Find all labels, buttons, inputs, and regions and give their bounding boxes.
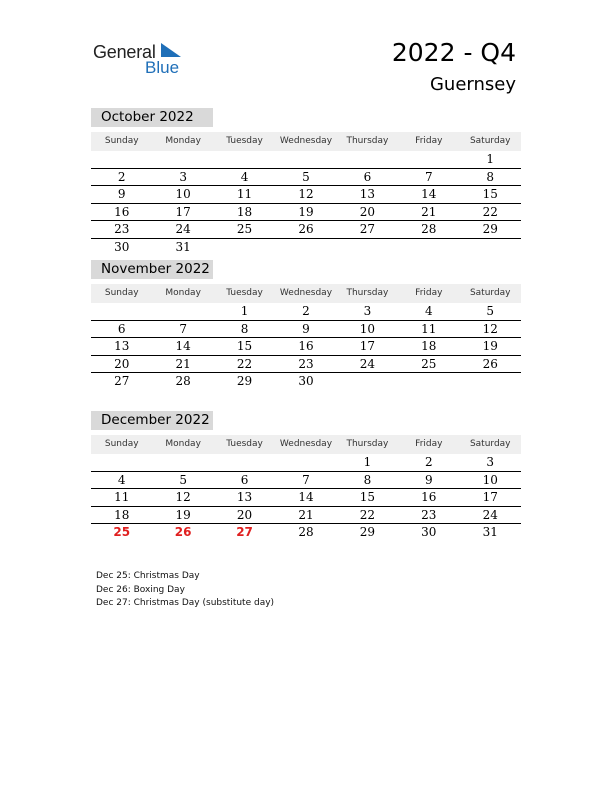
empty-day-cell [460,373,521,390]
day-cell: 29 [236,374,253,388]
day-cell: 2 [425,455,433,469]
empty-day-cell [214,454,275,471]
day-cell: 22 [359,507,376,522]
day-cell: 3 [486,455,495,469]
week-row [91,338,521,356]
month-december [91,411,521,541]
weekday-label: Saturday [469,288,511,298]
month-october [91,108,521,255]
week-row [91,373,521,390]
day-cell: 25 [113,525,131,539]
day-cell: 31 [175,239,191,254]
day-cell: 22 [236,356,253,371]
day-cell: 29 [482,222,498,236]
day-cell: 8 [363,472,372,487]
week-row [91,303,521,321]
weekday-label: Wednesday [279,288,333,298]
day-cell: 25 [421,356,437,371]
day-cell: 21 [298,507,314,522]
day-cell: 20 [236,507,253,522]
day-cell: 19 [298,204,314,219]
day-cell: 16 [421,490,437,504]
week-row [91,186,521,204]
day-cell: 22 [482,204,498,219]
day-cell: 14 [298,490,314,504]
week-row [91,356,521,374]
month-header: November 2022 [91,260,213,279]
day-cell: 15 [359,490,376,504]
day-cell: 9 [117,187,126,201]
day-cell: 30 [421,525,437,539]
day-cell: 16 [298,339,314,353]
day-cell: 12 [482,321,498,336]
day-cell: 11 [114,490,130,504]
week-row [91,239,521,256]
weekday-label: Saturday [469,439,511,449]
day-cell: 23 [298,356,314,371]
day-cell: 19 [175,507,191,522]
day-cell: 17 [482,490,498,504]
day-cell: 9 [302,321,310,336]
empty-day-cell [152,454,213,471]
empty-day-cell [152,151,213,168]
day-cell: 26 [174,525,192,539]
day-cell: 11 [236,187,253,201]
week-row [91,221,521,239]
holiday-note: Dec 26: Boxing Day [96,584,185,595]
day-cell: 23 [114,222,130,236]
weekday-label: Sunday [104,288,139,298]
day-cell: 24 [359,356,376,371]
day-cell: 21 [175,356,191,371]
day-cell: 18 [236,204,253,219]
page-title: 2022 - Q4 [391,38,516,67]
generalblue-logo [93,42,193,78]
week-row [91,524,521,541]
day-cell: 1 [240,304,249,318]
day-cell: 7 [425,169,433,184]
day-cell: 28 [175,374,191,388]
empty-day-cell [460,239,521,256]
day-cell: 2 [302,304,310,318]
month-header: December 2022 [91,411,213,430]
weekday-header-row [91,132,521,151]
day-cell: 5 [179,472,187,487]
holiday-note: Dec 25: Christmas Day [96,571,200,581]
empty-day-cell [398,239,459,256]
month-grid [91,151,521,255]
empty-day-cell [152,303,213,320]
logo-flag-icon [159,43,183,59]
empty-day-cell [398,151,459,168]
month-header: October 2022 [91,108,213,127]
day-cell: 8 [486,169,495,184]
day-cell: 31 [482,525,498,539]
day-cell: 10 [482,472,498,487]
day-cell: 11 [421,321,437,336]
empty-day-cell [214,239,275,256]
week-row [91,489,521,507]
day-cell: 13 [359,187,376,201]
empty-day-cell [91,151,152,168]
day-cell: 27 [359,222,376,236]
day-cell: 13 [236,490,253,504]
day-cell: 15 [482,187,498,201]
empty-day-cell [275,454,336,471]
weekday-label: Monday [165,439,201,449]
weekday-header-row [91,435,521,454]
empty-day-cell [91,454,152,471]
weekday-label: Friday [415,288,443,298]
weekday-label: Thursday [346,136,389,146]
empty-day-cell [275,151,336,168]
day-cell: 27 [114,374,130,388]
weekday-label: Tuesday [226,288,263,298]
day-cell: 5 [486,304,495,318]
day-cell: 12 [175,490,191,504]
day-cell: 14 [175,339,191,353]
day-cell: 9 [425,472,433,487]
day-cell: 27 [236,525,253,539]
logo-blue-text: Blue [145,58,180,77]
logo-general-text: General [93,42,156,62]
day-cell: 24 [482,507,498,522]
month-november [91,260,521,390]
day-cell: 23 [421,507,437,522]
empty-day-cell [337,239,398,256]
empty-day-cell [91,303,152,320]
holiday-notes [96,570,274,611]
day-cell: 4 [117,472,126,487]
empty-day-cell [214,151,275,168]
day-cell: 3 [179,169,187,184]
day-cell: 6 [363,169,372,184]
weekday-label: Sunday [104,439,139,449]
day-cell: 6 [117,321,126,336]
empty-day-cell [337,151,398,168]
day-cell: 1 [486,152,495,166]
day-cell: 5 [302,169,310,184]
day-cell: 18 [421,339,437,353]
empty-day-cell [275,239,336,256]
weekday-label: Tuesday [226,136,263,146]
day-cell: 14 [421,187,437,201]
day-cell: 18 [114,507,130,522]
day-cell: 29 [359,525,376,539]
day-cell: 10 [359,321,376,336]
weekday-label: Wednesday [279,439,333,449]
day-cell: 30 [298,374,314,388]
month-grid [91,303,521,390]
day-cell: 2 [117,169,126,184]
day-cell: 7 [302,472,310,487]
day-cell: 10 [175,187,191,201]
weekday-label: Friday [415,439,443,449]
day-cell: 28 [421,222,437,236]
weekday-label: Wednesday [279,136,333,146]
day-cell: 20 [359,204,376,219]
weekday-label: Tuesday [226,439,263,449]
week-row [91,507,521,525]
day-cell: 13 [114,339,130,353]
country-name: Guernsey [429,74,516,95]
weekday-label: Thursday [346,288,389,298]
week-row [91,169,521,187]
day-cell: 3 [363,304,372,318]
week-row [91,321,521,339]
weekday-header-row [91,284,521,303]
day-cell: 28 [298,525,314,539]
holiday-note: Dec 27: Christmas Day (substitute day) [96,598,275,608]
week-row [91,472,521,490]
month-grid [91,454,521,541]
day-cell: 24 [175,222,191,236]
weekday-label: Saturday [469,136,511,146]
day-cell: 8 [240,321,249,336]
empty-day-cell [398,373,459,390]
week-row [91,454,521,472]
day-cell: 17 [175,204,191,219]
day-cell: 25 [236,222,253,236]
day-cell: 17 [359,339,376,353]
day-cell: 20 [114,356,130,371]
week-row [91,151,521,169]
day-cell: 30 [114,239,130,254]
weekday-label: Sunday [104,136,139,146]
weekday-label: Friday [415,136,443,146]
day-cell: 21 [421,204,437,219]
weekday-label: Monday [165,136,201,146]
day-cell: 26 [482,356,498,371]
week-row [91,204,521,222]
day-cell: 12 [298,187,314,201]
day-cell: 7 [179,321,187,336]
empty-day-cell [337,373,398,390]
day-cell: 15 [236,339,253,353]
day-cell: 16 [114,204,130,219]
day-cell: 4 [425,304,433,318]
weekday-label: Monday [165,288,201,298]
day-cell: 1 [363,455,372,469]
day-cell: 19 [482,339,498,353]
day-cell: 4 [240,169,249,184]
day-cell: 6 [240,472,249,487]
day-cell: 26 [298,222,314,236]
weekday-label: Thursday [346,439,389,449]
